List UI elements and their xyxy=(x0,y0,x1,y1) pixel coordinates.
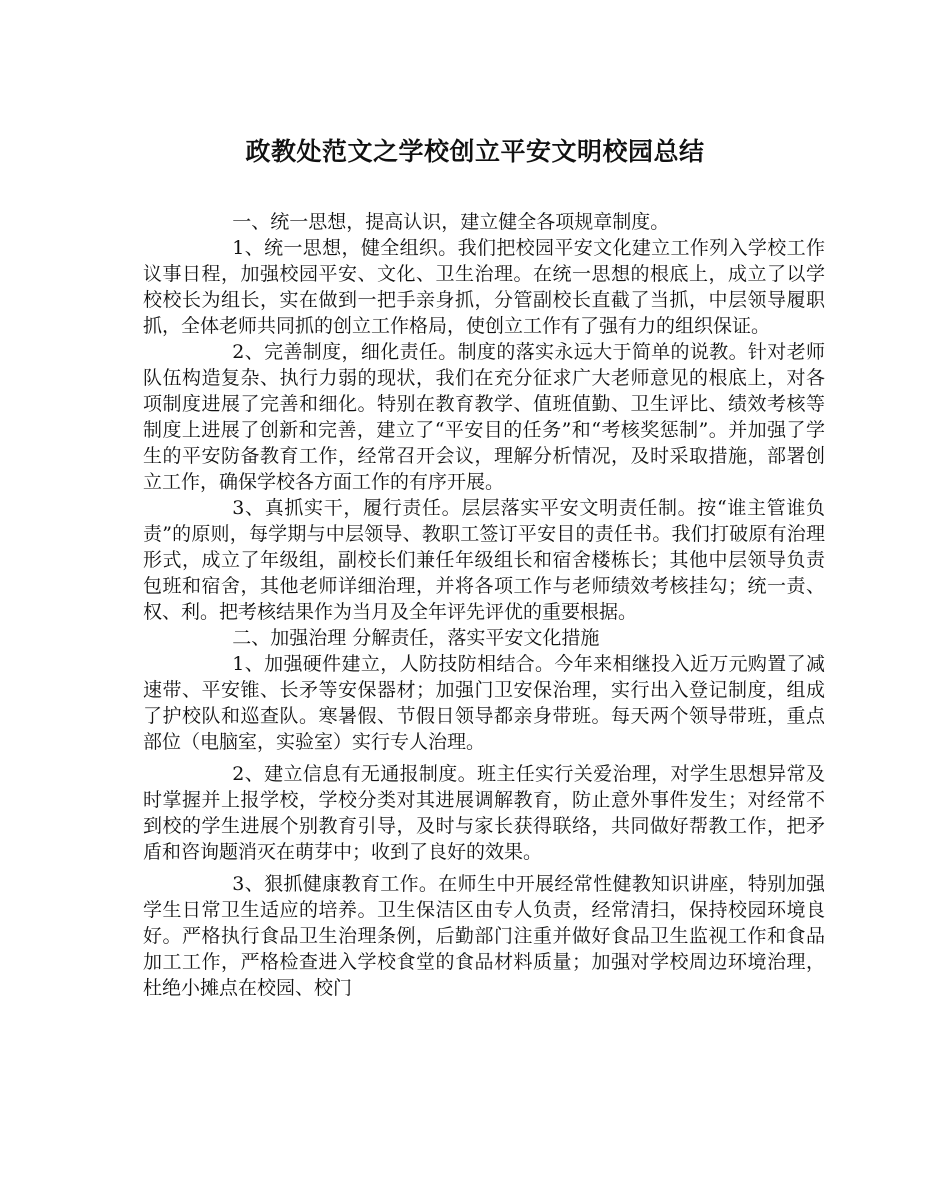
document-title: 政教处范文之学校创立平安文明校园总结 xyxy=(245,137,705,166)
paragraph: 3、真抓实干，履行责任。层层落实平安文明责任制。按“谁主管谁负责”的原则，每学期与中层领导、教职工签订平安目的责任书。我们打破原有治理形式，成立了年级组，副校长们兼任年级组长和宿舍楼栋长；其他中层领导负责包班和宿舍，其他老师详细治理，并将各项工作与老师绩效考核挂勾；统一责、权、利。把考核结果作为当月及全年评先评优的重要根据。 xyxy=(143,497,825,623)
document-body xyxy=(143,209,825,1001)
section-heading-2: 二、加强治理 分解责任，落实平安文化措施 xyxy=(232,627,600,649)
paragraph: 1、加强硬件建立，人防技防相结合。今年来相继投入近万元购置了减速带、平安锥、长矛等安保器材；加强门卫安保治理，实行出入登记制度，组成了护校队和巡查队。寒暑假、节假日领导都亲身带班。每天两个领导带班，重点部位（电脑室，实验室）实行专人治理。 xyxy=(143,653,825,753)
section-heading-1: 一、统一思想，提高认识，建立健全各项规章制度。 xyxy=(232,211,670,233)
paragraph: 1、统一思想，健全组织。我们把校园平安文化建立工作列入学校工作议事日程，加强校园平安、文化、卫生治理。在统一思想的根底上，成立了以学校校长为组长，实在做到一把手亲身抓，分管副校长直截了当抓，中层领导履职抓，全体老师共同抓的创立工作格局，使创立工作有了强有力的组织保证。 xyxy=(143,237,825,337)
paragraph: 2、建立信息有无通报制度。班主任实行关爱治理，对学生思想异常及时掌握并上报学校，学校分类对其进展调解教育，防止意外事件发生；对经常不到校的学生进展个别教育引导，及时与家长获得联络，共同做好帮教工作，把矛盾和咨询题消灭在萌芽中；收到了良好的效果。 xyxy=(143,763,825,863)
paragraph: 3、狠抓健康教育工作。在师生中开展经常性健教知识讲座，特别加强学生日常卫生适应的培养。卫生保洁区由专人负责，经常清扫，保持校园环境良好。严格执行食品卫生治理条例，后勤部门注重并做好食品卫生监视工作和食品加工工作，严格检查进入学校食堂的食品材料质量；加强对学校周边环境治理，杜绝小摊点在校园、校门 xyxy=(143,873,825,999)
paragraph: 2、完善制度，细化责任。制度的落实永远大于简单的说教。针对老师队伍构造复杂、执行力弱的现状，我们在充分征求广大老师意见的根底上，对各项制度进展了完善和细化。特别在教育教学、值班值勤、卫生评比、绩效考核等制度上进展了创新和完善，建立了“平安目的任务”和“考核奖惩制”。并加强了学生的平安防备教育工作，经常召开会议，理解分析情况，及时采取措施，部署创立工作，确保学校各方面工作的有序开展。 xyxy=(143,341,825,493)
